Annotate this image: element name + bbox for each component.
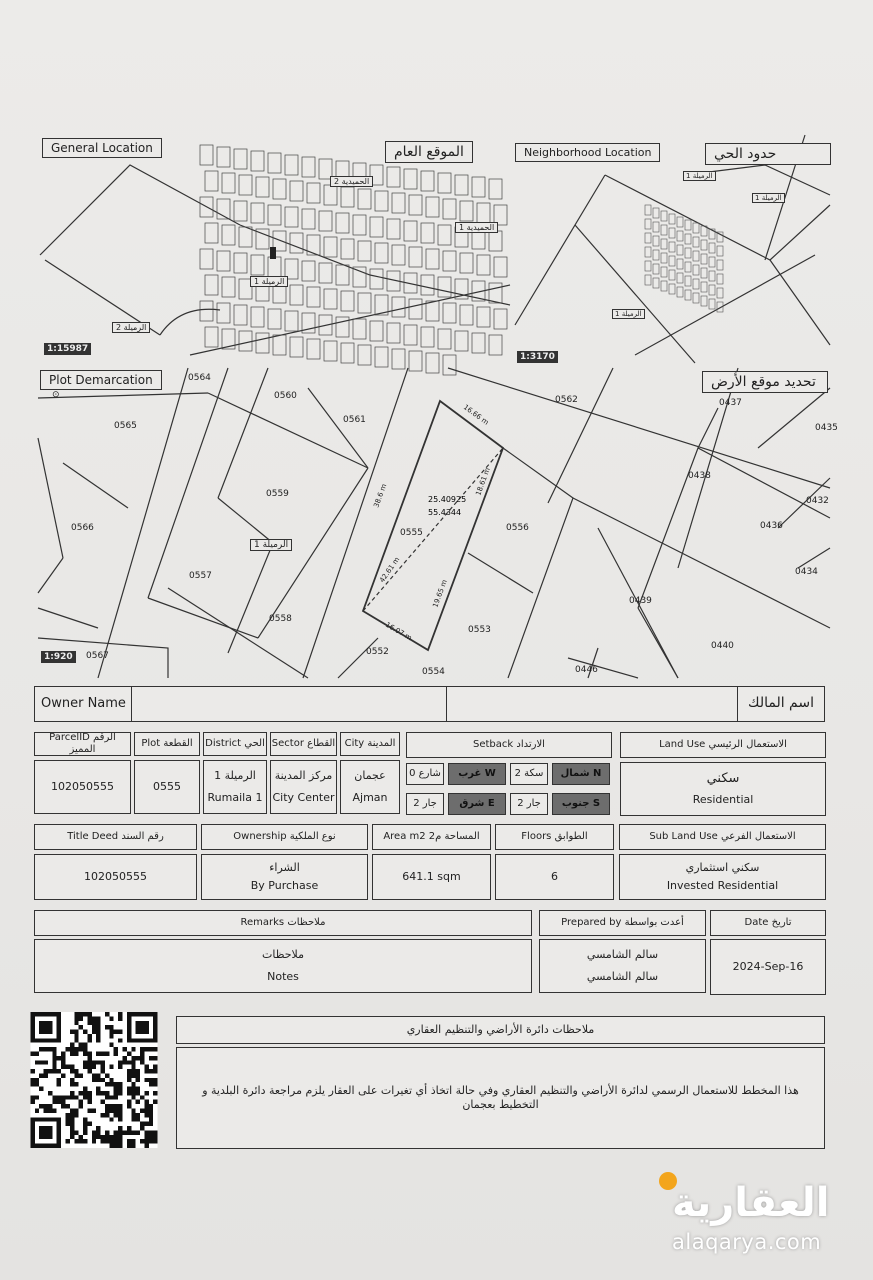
neighborhood-location-label: Neighborhood Location — [515, 143, 660, 162]
parcel-id-header: ParcelID الرقم المميز — [34, 732, 131, 756]
plot-number-0564: 0564 — [188, 373, 211, 383]
sub-land-use-value — [619, 854, 826, 900]
plot-header: Plot القطعة — [134, 732, 200, 756]
setback-n-val: سكة 2 — [510, 763, 548, 785]
area-tag-plot: الرميلة 1 — [250, 539, 292, 551]
neighborhood-location-label-ar: حدود الحي — [705, 143, 831, 165]
sub-land-use-value-ar: سكني استثماري — [685, 861, 760, 875]
prepared-by-value — [539, 939, 706, 993]
general-location-map — [40, 135, 510, 363]
plot-value: 0555 — [134, 760, 200, 814]
remarks-value-en: Notes — [267, 970, 299, 983]
coords-lon: 55.4344 — [428, 508, 462, 517]
dimension-label: 16.07 m — [384, 620, 414, 643]
plot-demarcation-label: Plot Demarcation — [40, 370, 162, 390]
plot-number-0435: 0435 — [815, 423, 838, 433]
owner-name-label-ar: اسم المالك — [737, 686, 825, 722]
plot-number-0553: 0553 — [468, 625, 491, 635]
area-tag-general-3: الحميدية 2 — [330, 176, 373, 187]
setback-w-dir: غرب W — [448, 763, 506, 785]
owner-name-value — [131, 686, 447, 722]
setback-e-val: جار 2 — [406, 793, 444, 815]
plot-number-0434: 0434 — [795, 567, 818, 577]
plot-number-0556: 0556 — [506, 523, 529, 533]
plot-number-0558: 0558 — [269, 614, 292, 624]
plot-number-0561: 0561 — [343, 415, 366, 425]
plot-number-0437: 0437 — [719, 398, 742, 408]
owner-name-label: Owner Name — [34, 686, 132, 722]
ownership-value-en: By Purchase — [250, 879, 319, 892]
plot-number-0436: 0436 — [760, 521, 783, 531]
setback-s-dir: جنوب S — [552, 793, 610, 815]
ownership-value — [201, 854, 368, 900]
scale-general: 1:15987 — [44, 343, 91, 355]
qr-code — [30, 1012, 158, 1148]
city-value-ar: عجمان — [354, 769, 386, 783]
title-deed-header: Title Deed رقم السند — [34, 824, 197, 850]
area-tag-general-2: الرميلة 2 — [112, 322, 150, 333]
date-value: 2024-Sep-16 — [710, 939, 826, 995]
plot-number-0565: 0565 — [114, 421, 137, 431]
sector-value-ar: مركز المدينة — [274, 769, 333, 783]
plot-number-0552: 0552 — [366, 647, 389, 657]
setback-s-val: جار 2 — [510, 793, 548, 815]
land-use-value-ar: سكني — [706, 771, 740, 786]
scale-plot: 1:920 — [41, 651, 76, 663]
area-value: 641.1 sqm — [372, 854, 491, 900]
plot-number-0560: 0560 — [274, 391, 297, 401]
plot-number-0566: 0566 — [71, 523, 94, 533]
district-header: District الحي — [203, 732, 267, 756]
sector-header: Sector القطاع — [270, 732, 337, 756]
watermark-arabic: العقارية — [672, 1180, 830, 1226]
sector-value — [270, 760, 337, 814]
floors-header: Floors الطوابق — [495, 824, 614, 850]
plot-demarcation-map — [38, 368, 838, 678]
neighborhood-map — [515, 135, 830, 363]
area-tag-general-1: الرميلة 1 — [250, 276, 288, 287]
prepared-by-header: Prepared by أعدت بواسطة — [539, 910, 706, 936]
plot-number-0432: 0432 — [806, 496, 829, 506]
area-tag-neigh-2: الرميلة 1 — [612, 309, 645, 319]
setback-e-dir: شرق E — [448, 793, 506, 815]
area-tag-general-4: الحميدية 1 — [455, 222, 498, 233]
plot-number-0567: 0567 — [86, 651, 109, 661]
sub-land-use-header: Sub Land Use الاستعمال الفرعي — [619, 824, 826, 850]
title-deed-value: 102050555 — [34, 854, 197, 900]
remarks-value — [34, 939, 532, 993]
plot-number-0562: 0562 — [555, 395, 578, 405]
plot-number-0554: 0554 — [422, 667, 445, 677]
watermark-url: alaqarya.com — [672, 1230, 822, 1254]
parcel-id-value: 102050555 — [34, 760, 131, 814]
plot-number-0559: 0559 — [266, 489, 289, 499]
area-tag-neigh-1: الرميلة 1 — [683, 171, 716, 181]
dimension-label: 19.65 m — [431, 578, 449, 609]
setback-w-val: شارع 0 — [406, 763, 444, 785]
prepared-by-value-2: سالم الشامسي — [586, 970, 659, 983]
district-value — [203, 760, 267, 814]
dimension-label: 16.66 m — [461, 403, 491, 427]
plot-number-0439: 0439 — [629, 596, 652, 606]
city-header: City المدينة — [340, 732, 400, 756]
ownership-header: Ownership نوع الملكية — [201, 824, 368, 850]
district-value-ar: الرميلة 1 — [214, 769, 256, 783]
north-arrow-icon: ⊙ — [52, 390, 60, 400]
setback-n-dir: شمال N — [552, 763, 610, 785]
district-value-en: Rumaila 1 — [207, 791, 263, 804]
dimension-label: 42.61 m — [378, 555, 402, 585]
sector-value-en: City Center — [272, 791, 335, 804]
area-tag-neigh-3: الرميلة 1 — [752, 193, 785, 203]
dimension-label: 38.6 m — [372, 482, 389, 509]
general-location-label-ar: الموقع العام — [385, 141, 473, 163]
remarks-value-ar: ملاحظات — [262, 948, 304, 962]
city-value-en: Ajman — [352, 791, 388, 804]
plot-demarcation-label-ar: تحديد موقع الأرض — [702, 371, 828, 393]
plot-number-0557: 0557 — [189, 571, 212, 581]
floors-value: 6 — [495, 854, 614, 900]
land-use-value — [620, 762, 826, 816]
prepared-by-value-1: سالم الشامسي — [586, 948, 659, 962]
date-header: Date تاريخ — [710, 910, 826, 936]
land-use-value-en: Residential — [692, 793, 754, 807]
city-value — [340, 760, 400, 814]
plot-number-0555: 0555 — [400, 528, 423, 538]
plot-number-0438: 0438 — [688, 471, 711, 481]
ownership-value-ar: الشراء — [269, 861, 300, 875]
area-header: Area m2 المساحة م2 — [372, 824, 491, 850]
coords-lat: 25.40925 — [428, 495, 467, 504]
land-use-header: Land Use الاستعمال الرئيسي — [620, 732, 826, 758]
general-location-label: General Location — [42, 138, 162, 158]
notes-header: ملاحظات دائرة الأراضي والتنظيم العقاري — [176, 1016, 825, 1044]
plot-number-0440: 0440 — [711, 641, 734, 651]
setback-header: Setback الارتداد — [406, 732, 612, 758]
notes-text: هذا المخطط للاستعمال الرسمي لدائرة الأراضي والتنظيم العقاري وفي حالة اتخاذ أي تغيرات على العقار يلزم مراجعة دائرة البلدية و التخطيط بعجمان — [176, 1047, 825, 1149]
sub-land-use-value-en: Invested Residential — [666, 879, 779, 892]
owner-name-value-2 — [446, 686, 738, 722]
plot-number-0446: 0446 — [575, 665, 598, 675]
dimension-label: 18.61 m — [474, 466, 492, 497]
remarks-header: Remarks ملاحظات — [34, 910, 532, 936]
scale-neighborhood: 1:3170 — [517, 351, 558, 363]
